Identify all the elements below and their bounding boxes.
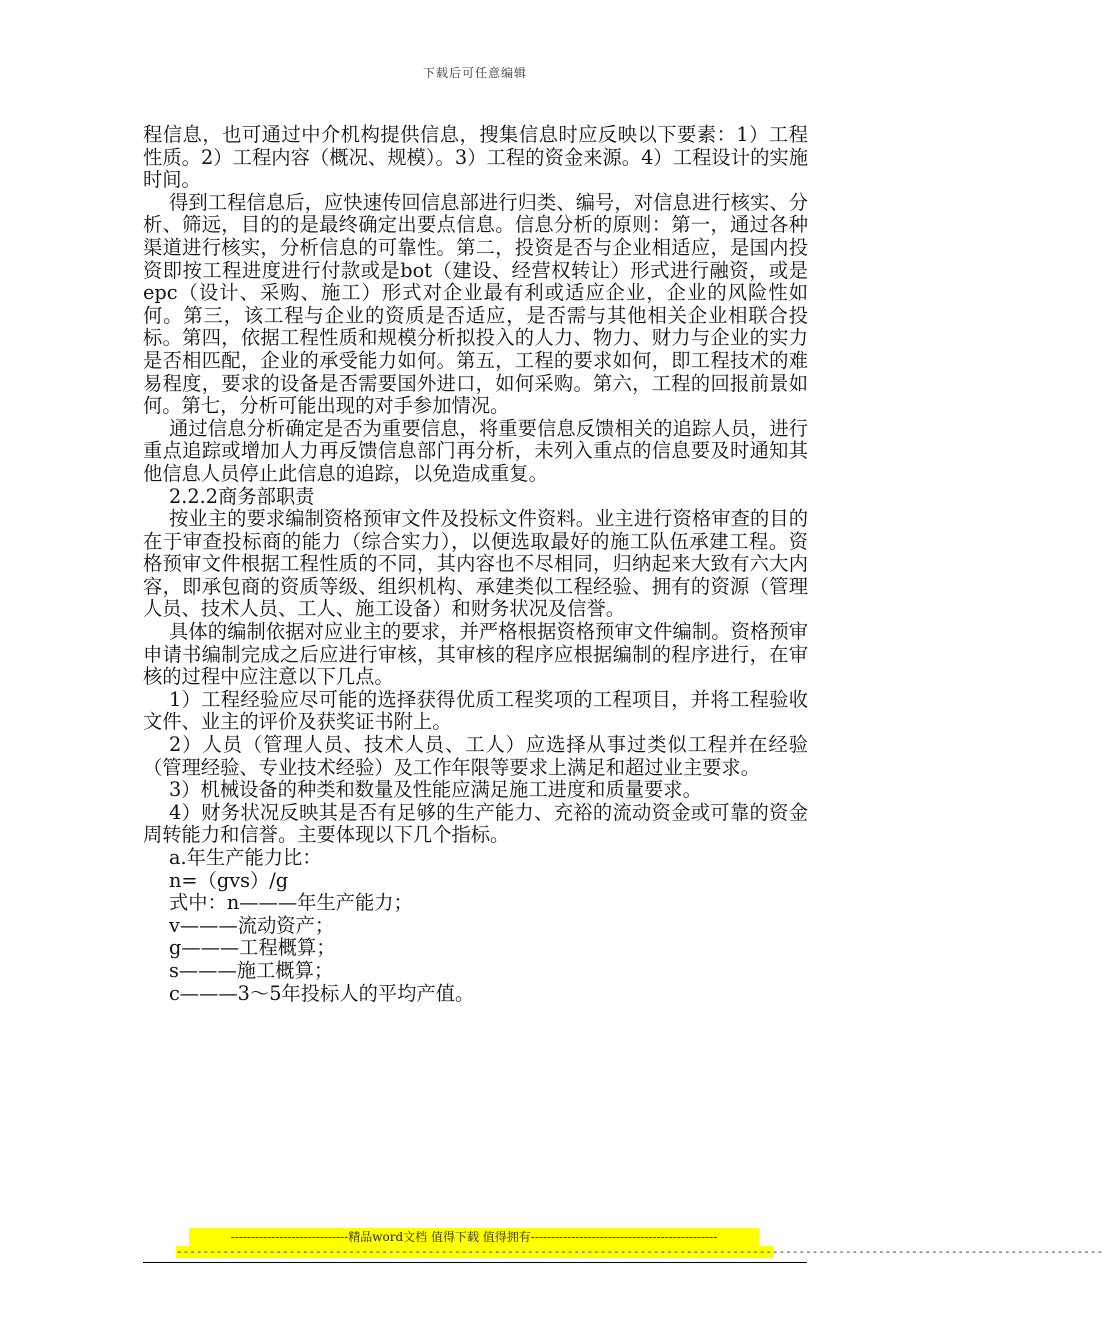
paragraph: 得到工程信息后，应快速传回信息部进行归类、编号，对信息进行核实、分析、筛远，目的的是最终确定出要点信息。信息分析的原则：第一，通过各种渠道进行核实，分析信息的可靠性。第二，投资是否与企业相适应，是国内投资即按工程进度进行付款或是bot（建设、经营权转让）形式进行融资，或是epc（设计、采购、施工）形式对企业最有利或适应企业，企业的风险性如何。第三，该工程与企业的资质是否适应，是否需与其他相关企业相联合投标。第四，依据工程性质和规模分析拟投入的人力、物力、财力与企业的实力是否相匹配，企业的承受能力如何。第五，工程的要求如何，即工程技术的难易程度，要求的设备是否需要国外进口，如何采购。第六，工程的回报前景如何。第七，分析可能出现的对手参加情况。 [143,190,808,418]
list-item: 1）工程经验应尽可能的选择获得优质工程奖项的工程项目，并将工程验收文件、业主的评价及获奖证书附上。 [143,687,808,734]
list-item: 3）机械设备的种类和数量及性能应满足施工进度和质量要求。 [169,778,702,802]
document-body [143,124,808,1005]
formula-definition: c———3～5年投标人的平均产值。 [169,981,475,1005]
formula-definition: g———工程概算； [169,936,336,960]
formula-definition: s———施工概算； [169,958,334,982]
footer-rule [143,1262,807,1263]
paragraph: 程信息，也可通过中介机构提供信息，搜集信息时应反映以下要素：1）工程性质。2）工程内容（概况、规模）。3）工程的资金来源。4）工程设计的实施时间。 [143,123,808,192]
section-heading: 2.2.2商务部职责 [169,484,315,508]
footer-dash-line: -------------------------------------------------------------------------------------------------------------------------------------------- [176,1245,1103,1258]
list-item: 2）人员（管理人员、技术人员、工人）应选择从事过类似工程并在经验（管理经验、专业技术经验）及工作年限等要求上满足和超过业主要求。 [143,733,808,779]
list-item: 4）财务状况反映其是否有足够的生产能力、充裕的流动资金或可靠的资金周转能力和信誉。主要体现以下几个指标。 [143,800,808,847]
formula-definition: 式中：n———年生产能力； [169,891,413,915]
footer-banner: -----------------------------精品word文档 值得下载 值得拥有---------------------------------------------- [189,1228,759,1246]
formula: n=（gvs）/g [169,868,289,892]
paragraph: 按业主的要求编制资格预审文件及投标文件资料。业主进行资格审查的目的在于审查投标商的能力（综合实力），以便选取最好的施工队伍承建工程。资格预审文件根据工程性质的不同，其内容也不尽相同，归纳起来大致有六大内容，即承包商的资质等级、组织机构、承建类似工程经验、拥有的资源（管理人员、技术人员、工人、施工设备）和财务状况及信誉。 [143,507,808,621]
formula-definition: v———流动资产； [169,913,335,937]
formula-caption: a.年生产能力比： [169,846,322,869]
page-header: 下载后可任意编辑 [422,66,527,80]
paragraph: 具体的编制依据对应业主的要求，并严格根据资格预审文件编制。资格预审申请书编制完成之后应进行审核，其审核的程序应根据编制的程序进行，在审核的过程中应注意以下几点。 [143,620,808,689]
paragraph: 通过信息分析确定是否为重要信息，将重要信息反馈相关的追踪人员，进行重点追踪或增加人力再反馈信息部门再分析，未列入重点的信息要及时通知其他信息人员停止此信息的追踪，以免造成重复。 [143,416,808,485]
